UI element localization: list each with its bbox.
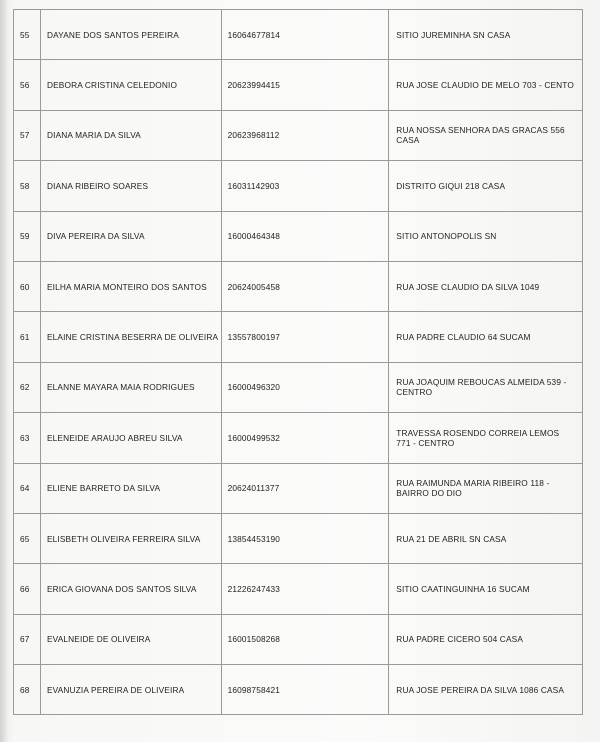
person-code: 16000499532 [221,413,389,463]
table-row [14,564,583,614]
person-name: ERICA GIOVANA DOS SANTOS SILVA [40,564,221,614]
row-number: 62 [14,362,41,412]
table-body [14,10,583,715]
table-row [14,614,583,664]
row-number: 61 [14,312,41,362]
row-number: 64 [14,463,41,513]
person-code: 21226247433 [221,564,389,614]
person-code: 13854453190 [221,513,389,563]
table-row [14,10,583,60]
person-address: RUA PADRE CICERO 504 CASA [389,614,583,664]
person-code: 20623994415 [221,60,389,110]
person-address: DISTRITO GIQUI 218 CASA [389,161,583,211]
person-address: SITIO ANTONOPOLIS SN [389,211,583,261]
table-row [14,362,583,412]
row-number: 68 [14,665,41,715]
person-name: DEBORA CRISTINA CELEDONIO [40,60,221,110]
row-number: 63 [14,413,41,463]
row-number: 55 [14,10,41,60]
person-name: ELANNE MAYARA MAIA RODRIGUES [40,362,221,412]
person-code: 16000464348 [221,211,389,261]
person-code: 20624011377 [221,463,389,513]
table-row [14,513,583,563]
person-address: RUA JOSE CLAUDIO DE MELO 703 - CENTO [389,60,583,110]
person-name: DIVA PEREIRA DA SILVA [40,211,221,261]
person-address: RUA RAIMUNDA MARIA RIBEIRO 118 - BAIRRO DO DIO [389,463,583,513]
person-code: 16064677814 [221,10,389,60]
row-number: 58 [14,161,41,211]
row-number: 60 [14,261,41,311]
person-name: DAYANE DOS SANTOS PEREIRA [40,10,221,60]
person-address: RUA JOSE CLAUDIO DA SILVA 1049 [389,261,583,311]
table-row [14,60,583,110]
table-row [14,161,583,211]
table-row [14,665,583,715]
person-address: SITIO JUREMINHA SN CASA [389,10,583,60]
row-number: 56 [14,60,41,110]
person-code: 20623968112 [221,110,389,160]
person-name: EVANUZIA PEREIRA DE OLIVEIRA [40,665,221,715]
table-row [14,413,583,463]
person-address: RUA NOSSA SENHORA DAS GRACAS 556 CASA [389,110,583,160]
person-address: RUA PADRE CLAUDIO 64 SUCAM [389,312,583,362]
table-row [14,110,583,160]
person-name: ELENEIDE ARAUJO ABREU SILVA [40,413,221,463]
person-address: SITIO CAATINGUINHA 16 SUCAM [389,564,583,614]
row-number: 59 [14,211,41,261]
row-number: 57 [14,110,41,160]
row-number: 67 [14,614,41,664]
person-address: RUA JOAQUIM REBOUCAS ALMEIDA 539 - CENTRO [389,362,583,412]
person-address: RUA JOSE PEREIRA DA SILVA 1086 CASA [389,665,583,715]
page-edge-shadow [0,0,8,742]
person-address: TRAVESSA ROSENDO CORREIA LEMOS 771 - CENTRO [389,413,583,463]
person-code: 16098758421 [221,665,389,715]
person-name: EILHA MARIA MONTEIRO DOS SANTOS [40,261,221,311]
person-name: ELISBETH OLIVEIRA FERREIRA SILVA [40,513,221,563]
person-code: 20624005458 [221,261,389,311]
person-code: 16000496320 [221,362,389,412]
table-row [14,261,583,311]
person-code: 16001508268 [221,614,389,664]
person-name: ELIENE BARRETO DA SILVA [40,463,221,513]
person-name: EVALNEIDE DE OLIVEIRA [40,614,221,664]
beneficiary-table [13,9,583,715]
row-number: 65 [14,513,41,563]
person-code: 13557800197 [221,312,389,362]
person-name: DIANA RIBEIRO SOARES [40,161,221,211]
table-row [14,312,583,362]
person-name: DIANA MARIA DA SILVA [40,110,221,160]
table-row [14,211,583,261]
person-name: ELAINE CRISTINA BESERRA DE OLIVEIRA [40,312,221,362]
row-number: 66 [14,564,41,614]
person-address: RUA 21 DE ABRIL SN CASA [389,513,583,563]
table-row [14,463,583,513]
person-code: 16031142903 [221,161,389,211]
